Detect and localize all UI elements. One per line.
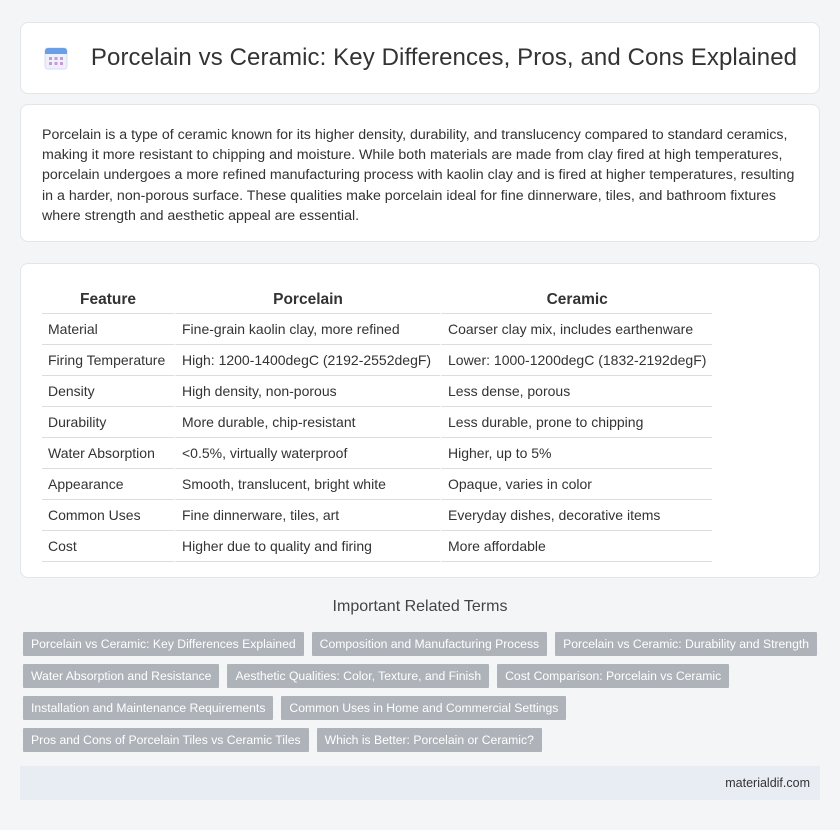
related-term-tag[interactable]: Installation and Maintenance Requirements	[23, 696, 273, 720]
related-term-tag[interactable]: Composition and Manufacturing Process	[312, 632, 548, 656]
ceramic-cell: Less dense, porous	[440, 376, 712, 407]
footer-site-link[interactable]: materialdif.com	[725, 776, 810, 790]
calendar-icon	[43, 45, 69, 71]
feature-cell: Common Uses	[42, 500, 174, 531]
footer	[20, 766, 820, 800]
porcelain-cell: More durable, chip-resistant	[174, 407, 440, 438]
column-header-porcelain: Porcelain	[174, 283, 440, 314]
related-term-tag[interactable]: Common Uses in Home and Commercial Settings	[281, 696, 566, 720]
related-terms-list	[23, 632, 823, 760]
table-row	[42, 438, 712, 469]
related-terms-title: Important Related Terms	[332, 598, 508, 615]
header-card	[20, 22, 820, 94]
ceramic-cell: Lower: 1000-1200degC (1832-2192degF)	[440, 345, 712, 376]
ceramic-cell: Higher, up to 5%	[440, 438, 712, 469]
porcelain-cell: Smooth, translucent, bright white	[174, 469, 440, 500]
table-row	[42, 345, 712, 376]
feature-cell: Firing Temperature	[42, 345, 174, 376]
feature-cell: Cost	[42, 531, 174, 562]
feature-cell: Material	[42, 314, 174, 345]
feature-cell: Appearance	[42, 469, 174, 500]
porcelain-cell: Fine dinnerware, tiles, art	[174, 500, 440, 531]
porcelain-cell: High density, non-porous	[174, 376, 440, 407]
ceramic-cell: Opaque, varies in color	[440, 469, 712, 500]
ceramic-cell: Everyday dishes, decorative items	[440, 500, 712, 531]
related-term-tag[interactable]: Cost Comparison: Porcelain vs Ceramic	[497, 664, 729, 688]
intro-card	[20, 104, 820, 242]
feature-cell: Density	[42, 376, 174, 407]
related-term-tag[interactable]: Aesthetic Qualities: Color, Texture, and Finish	[227, 664, 489, 688]
table-header-row	[42, 283, 712, 314]
porcelain-cell: High: 1200-1400degC (2192-2552degF)	[174, 345, 440, 376]
related-term-tag[interactable]: Pros and Cons of Porcelain Tiles vs Ceramic Tiles	[23, 728, 309, 752]
ceramic-cell: Less durable, prone to chipping	[440, 407, 712, 438]
page-title: Porcelain vs Ceramic: Key Differences, Pros, and Cons Explained	[90, 44, 798, 71]
feature-cell: Durability	[42, 407, 174, 438]
porcelain-cell: Higher due to quality and firing	[174, 531, 440, 562]
ceramic-cell: More affordable	[440, 531, 712, 562]
table-row	[42, 500, 712, 531]
table-row	[42, 531, 712, 562]
table-row	[42, 407, 712, 438]
related-term-tag[interactable]: Water Absorption and Resistance	[23, 664, 219, 688]
porcelain-cell: <0.5%, virtually waterproof	[174, 438, 440, 469]
table-row	[42, 376, 712, 407]
related-term-tag[interactable]: Which is Better: Porcelain or Ceramic?	[317, 728, 542, 752]
feature-cell: Water Absorption	[42, 438, 174, 469]
comparison-table-card	[20, 263, 820, 578]
related-term-tag[interactable]: Porcelain vs Ceramic: Durability and Strength	[555, 632, 817, 656]
comparison-table	[42, 283, 712, 562]
intro-paragraph: Porcelain is a type of ceramic known for its higher density, durability, and translucency compared to standard ceramics, making it more resistant to chipping and moisture. While both materials are made from clay fired at high temperatures, porcelain undergoes a more refined manufacturing process with kaolin clay and is fired at higher temperatures, resulting in a harder, non-porous surface. These qualities make porcelain ideal for fine dinnerware, tiles, and bathroom fixtures where strength and aesthetic appeal are essential.	[42, 127, 795, 224]
table-row	[42, 314, 712, 345]
related-term-tag[interactable]: Porcelain vs Ceramic: Key Differences Explained	[23, 632, 304, 656]
ceramic-cell: Coarser clay mix, includes earthenware	[440, 314, 712, 345]
porcelain-cell: Fine-grain kaolin clay, more refined	[174, 314, 440, 345]
column-header-feature: Feature	[42, 283, 174, 314]
table-row	[42, 469, 712, 500]
column-header-ceramic: Ceramic	[440, 283, 712, 314]
